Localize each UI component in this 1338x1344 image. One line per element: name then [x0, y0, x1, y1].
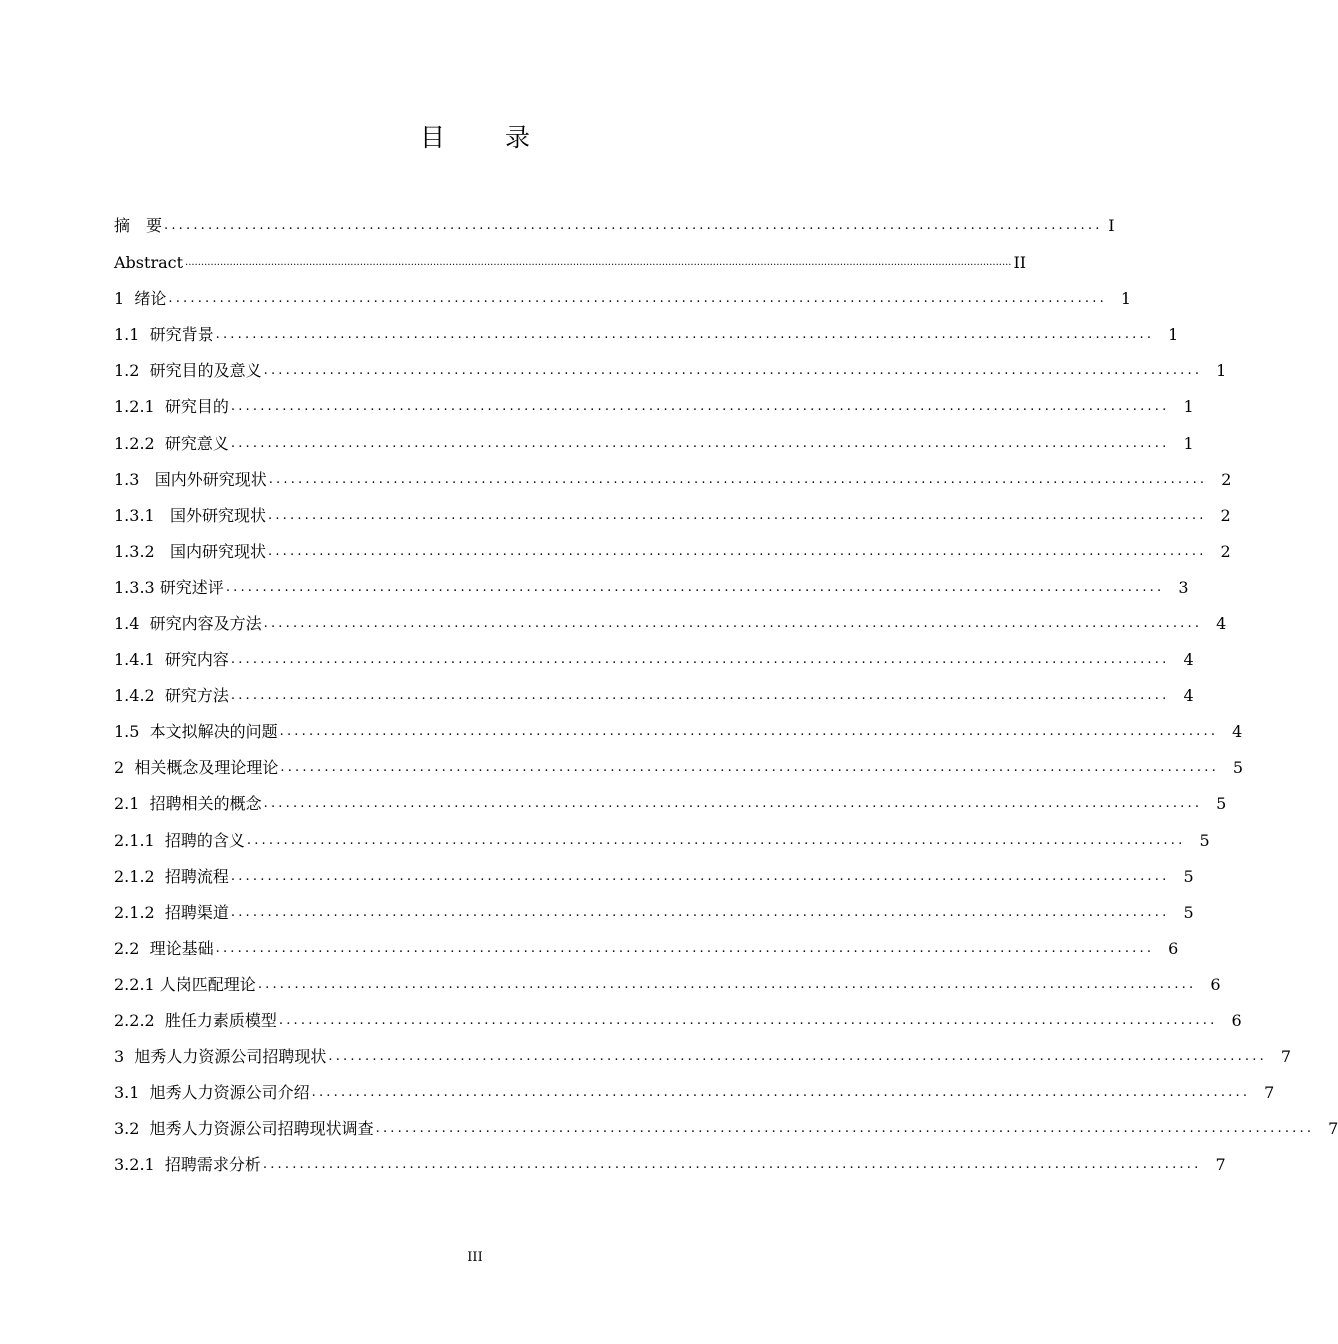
toc-leader-dots: ................................................................................................................................ — [278, 1013, 1218, 1029]
toc-leader-dots: ................................................................................................................................ — [215, 940, 1155, 956]
toc-entry-page: 3 — [1178, 577, 1189, 597]
table-of-contents — [114, 207, 1338, 1183]
toc-entry-page: 4 — [1183, 650, 1194, 670]
toc-entry-label: 1.2.1 研究目的 — [114, 397, 229, 417]
toc-entry-label: 1.2.2 研究意义 — [114, 433, 229, 453]
toc-entry-page: 5 — [1199, 830, 1210, 850]
toc-entry-page: 2 — [1221, 469, 1232, 489]
toc-entry-page: 5 — [1183, 866, 1194, 886]
toc-leader-dots: ................................................................................................................................ — [225, 579, 1165, 595]
toc-entry[interactable] — [114, 1075, 1275, 1111]
toc-entry[interactable] — [114, 1111, 1338, 1147]
toc-entry[interactable] — [114, 642, 1194, 678]
toc-entry-label: 2.1 招聘相关的概念 — [114, 794, 262, 814]
toc-entry-label: 1 绪论 — [114, 289, 167, 309]
toc-entry[interactable] — [114, 498, 1231, 534]
toc-leader-dots: ................................................................................................................................ — [230, 904, 1170, 920]
toc-entry-label: 3.2.1 招聘需求分析 — [114, 1155, 261, 1175]
toc-entry-page: 5 — [1183, 902, 1194, 922]
toc-entry-label: 1.1 研究背景 — [114, 325, 214, 345]
toc-entry-page: II — [1013, 253, 1027, 273]
toc-entry-label: 1.4.2 研究方法 — [114, 686, 229, 706]
toc-entry[interactable] — [114, 1003, 1242, 1039]
toc-entry-page: 1 — [1168, 325, 1179, 345]
toc-title: 目 录 — [420, 123, 556, 152]
toc-entry-label: 1.4 研究内容及方法 — [114, 613, 262, 633]
toc-entry[interactable] — [114, 967, 1221, 1003]
toc-entry-page: 1 — [1183, 397, 1194, 417]
toc-entry-page: 4 — [1216, 613, 1227, 633]
toc-entry-page: I — [1108, 216, 1115, 235]
toc-leader-dots: ................................................................................................................................ — [262, 1157, 1202, 1173]
toc-entry-label: Abstract — [114, 253, 184, 273]
toc-entry[interactable] — [114, 570, 1189, 606]
toc-leader-dots: ................................................................................................................................ — [246, 832, 1186, 848]
toc-entry[interactable] — [114, 281, 1132, 317]
toc-leader-dots: ................................................................................................................................ — [230, 435, 1170, 451]
toc-leader-dots: ................................................................................................................................ — [230, 399, 1170, 415]
toc-entry-page: 2 — [1220, 541, 1231, 561]
toc-entry-page: 7 — [1280, 1047, 1292, 1067]
toc-entry-page: 6 — [1231, 1011, 1242, 1031]
toc-entry-label: 2.1.2 招聘渠道 — [114, 902, 229, 922]
toc-leader-dots: .................................................................................................................................................................................................................................................................... — [185, 257, 1012, 269]
toc-leader-dots: ................................................................................................................................ — [375, 1121, 1315, 1137]
toc-entry-page: 1 — [1216, 361, 1227, 381]
toc-entry-page: 1 — [1120, 289, 1132, 309]
toc-entry-label: 3.1 旭秀人力资源公司介绍 — [114, 1083, 310, 1103]
toc-leader-dots: ................................................................................................................................ — [168, 291, 1107, 307]
toc-leader-dots: ................................................................................................................................ — [263, 796, 1203, 812]
toc-leader-dots: ................................................................................................................................ — [267, 543, 1207, 559]
toc-entry[interactable] — [114, 389, 1194, 425]
toc-entry[interactable] — [114, 786, 1227, 822]
toc-entry-label: 3 旭秀人力资源公司招聘现状 — [114, 1047, 327, 1067]
toc-entry[interactable] — [114, 895, 1194, 931]
toc-entry[interactable] — [114, 534, 1231, 570]
toc-leader-dots: ................................................................................................................................ — [311, 1085, 1251, 1101]
toc-entry[interactable] — [114, 1039, 1292, 1075]
toc-entry-label: 1.5 本文拟解决的问题 — [114, 722, 278, 742]
toc-leader-dots: ................................................................................................................................ — [328, 1049, 1267, 1065]
toc-entry-page: 4 — [1232, 722, 1243, 742]
toc-entry-page: 5 — [1216, 794, 1227, 814]
toc-leader-dots: ................................................................................................................................ — [230, 652, 1170, 668]
toc-entry[interactable] — [114, 859, 1194, 895]
page-number: III — [467, 1250, 483, 1265]
toc-entry-page: 7 — [1215, 1155, 1226, 1175]
toc-entry-page: 1 — [1183, 433, 1194, 453]
toc-leader-dots: ................................................................................................................................ — [279, 724, 1219, 740]
toc-entry-page: 2 — [1220, 505, 1231, 525]
toc-entry-page: 7 — [1264, 1083, 1275, 1103]
toc-entry-label: 1.3.2 国内研究现状 — [114, 541, 266, 561]
toc-entry-label: 2.2.2 胜任力素质模型 — [114, 1011, 277, 1031]
toc-entry-page: 5 — [1232, 758, 1244, 778]
toc-entry[interactable] — [114, 678, 1194, 714]
toc-entry-label: 2.1.1 招聘的含义 — [114, 830, 245, 850]
toc-entry-label: 2.1.2 招聘流程 — [114, 866, 229, 886]
toc-entry[interactable] — [114, 750, 1244, 786]
toc-entry[interactable] — [114, 1147, 1226, 1183]
toc-entry-label: 1.3.1 国外研究现状 — [114, 505, 266, 525]
toc-entry-page: 6 — [1210, 974, 1221, 994]
toc-entry-label: 3.2 旭秀人力资源公司招聘现状调查 — [114, 1119, 374, 1139]
toc-leader-dots: ................................................................................................................................ — [263, 363, 1203, 379]
toc-entry-label: 2.2.1 人岗匹配理论 — [114, 974, 256, 994]
toc-entry[interactable] — [114, 714, 1243, 750]
toc-entry-page: 6 — [1168, 938, 1179, 958]
toc-entry[interactable] — [114, 207, 1115, 245]
toc-leader-dots: ................................................................................................................................ — [215, 327, 1155, 343]
toc-entry-label: 1.3.3 研究述评 — [114, 577, 224, 597]
toc-entry-label: 1.4.1 研究内容 — [114, 650, 229, 670]
toc-leader-dots: ................................................................................................................................ — [263, 615, 1203, 631]
toc-entry[interactable] — [114, 823, 1210, 859]
toc-entry-label: 2 相关概念及理论理论 — [114, 758, 279, 778]
toc-entry-label: 1.3 国内外研究现状 — [114, 469, 267, 489]
toc-entry[interactable] — [114, 245, 1027, 281]
toc-entry-page: 7 — [1328, 1119, 1338, 1139]
toc-entry-label: 1.2 研究目的及意义 — [114, 361, 262, 381]
toc-leader-dots: ................................................................................................................................ — [164, 218, 1103, 233]
toc-entry[interactable] — [114, 353, 1227, 389]
toc-leader-dots: ................................................................................................................................ — [230, 868, 1170, 884]
toc-entry-label: 2.2 理论基础 — [114, 938, 214, 958]
toc-entry[interactable] — [114, 462, 1232, 498]
toc-entry[interactable] — [114, 425, 1194, 461]
toc-entry-page: 4 — [1183, 686, 1194, 706]
toc-leader-dots: ................................................................................................................................ — [268, 471, 1208, 487]
toc-leader-dots: ................................................................................................................................ — [230, 688, 1170, 704]
toc-entry[interactable] — [114, 606, 1227, 642]
toc-entry-label: 摘 要 — [114, 216, 163, 235]
toc-entry[interactable] — [114, 317, 1179, 353]
toc-leader-dots: ................................................................................................................................ — [267, 507, 1207, 523]
toc-entry[interactable] — [114, 931, 1179, 967]
toc-leader-dots: ................................................................................................................................ — [280, 760, 1219, 776]
toc-leader-dots: ................................................................................................................................ — [257, 976, 1197, 992]
